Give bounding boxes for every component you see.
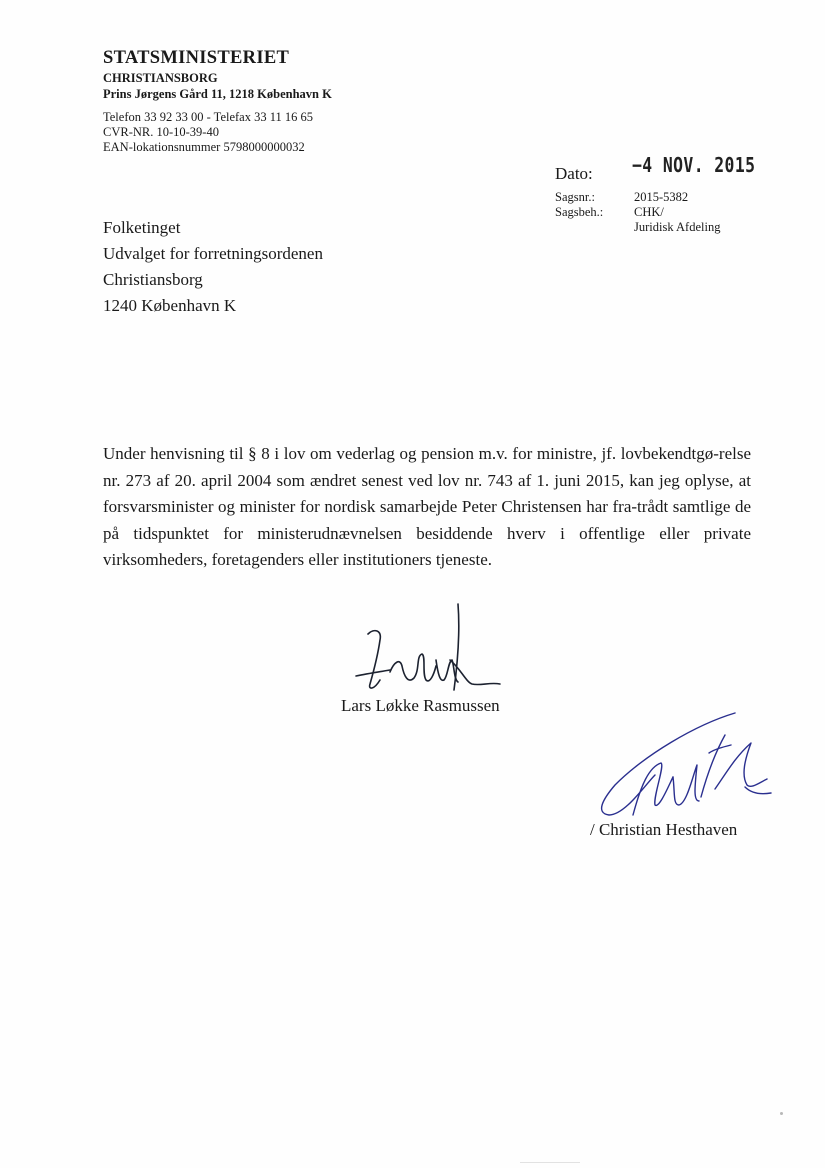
scan-edge-mark — [520, 1162, 580, 1163]
recipient-line-4: 1240 København K — [103, 296, 237, 315]
date-stamp: −4 NOV. 2015 — [632, 153, 756, 177]
case-department: Juridisk Afdeling — [634, 220, 721, 234]
case-handler-label: Sagsbeh.: — [555, 205, 604, 219]
letterhead-cvr: CVR-NR. 10-10-39-40 — [103, 125, 219, 139]
recipient-line-1: Folketinget — [103, 218, 181, 237]
signatory-secondary-name: / Christian Hesthaven — [590, 820, 738, 839]
signatory-primary-name: Lars Løkke Rasmussen — [341, 696, 500, 715]
letterhead-address: Prins Jørgens Gård 11, 1218 København K — [103, 87, 332, 101]
letterhead-org: STATSMINISTERIET — [103, 48, 290, 68]
signature-primary — [350, 600, 510, 700]
case-number: 2015-5382 — [634, 190, 689, 204]
signature-secondary — [575, 705, 775, 825]
recipient-line-2: Udvalget for forretningsordenen — [103, 244, 323, 263]
body-paragraph: Under henvisning til § 8 i lov om vederlag og pension m.v. for ministre, jf. lovbekendtgø-relse nr. 273 af 20. april 2004 som ændret senest ved lov nr. 743 af 1. juni 2015, kan jeg oplyse, at forsvarsminister og minister for nordisk samarbejde Peter Christensen har fra-trådt samtlige de på tidspunktet for ministerudnævnelsen besiddende hverv i offentlige eller private virksomheders, foretagenders eller institutioners tjeneste. — [103, 444, 751, 569]
case-number-label: Sagsnr.: — [555, 190, 595, 204]
case-handler: CHK/ — [634, 205, 664, 219]
letterhead-building: CHRISTIANSBORG — [103, 71, 218, 85]
recipient-line-3: Christiansborg — [103, 270, 203, 289]
scan-speck — [780, 1112, 783, 1115]
date-label: Dato: — [555, 164, 593, 183]
letterhead-ean: EAN-lokationsnummer 5798000000032 — [103, 140, 305, 154]
letterhead-phone: Telefon 33 92 33 00 - Telefax 33 11 16 65 — [103, 110, 314, 124]
